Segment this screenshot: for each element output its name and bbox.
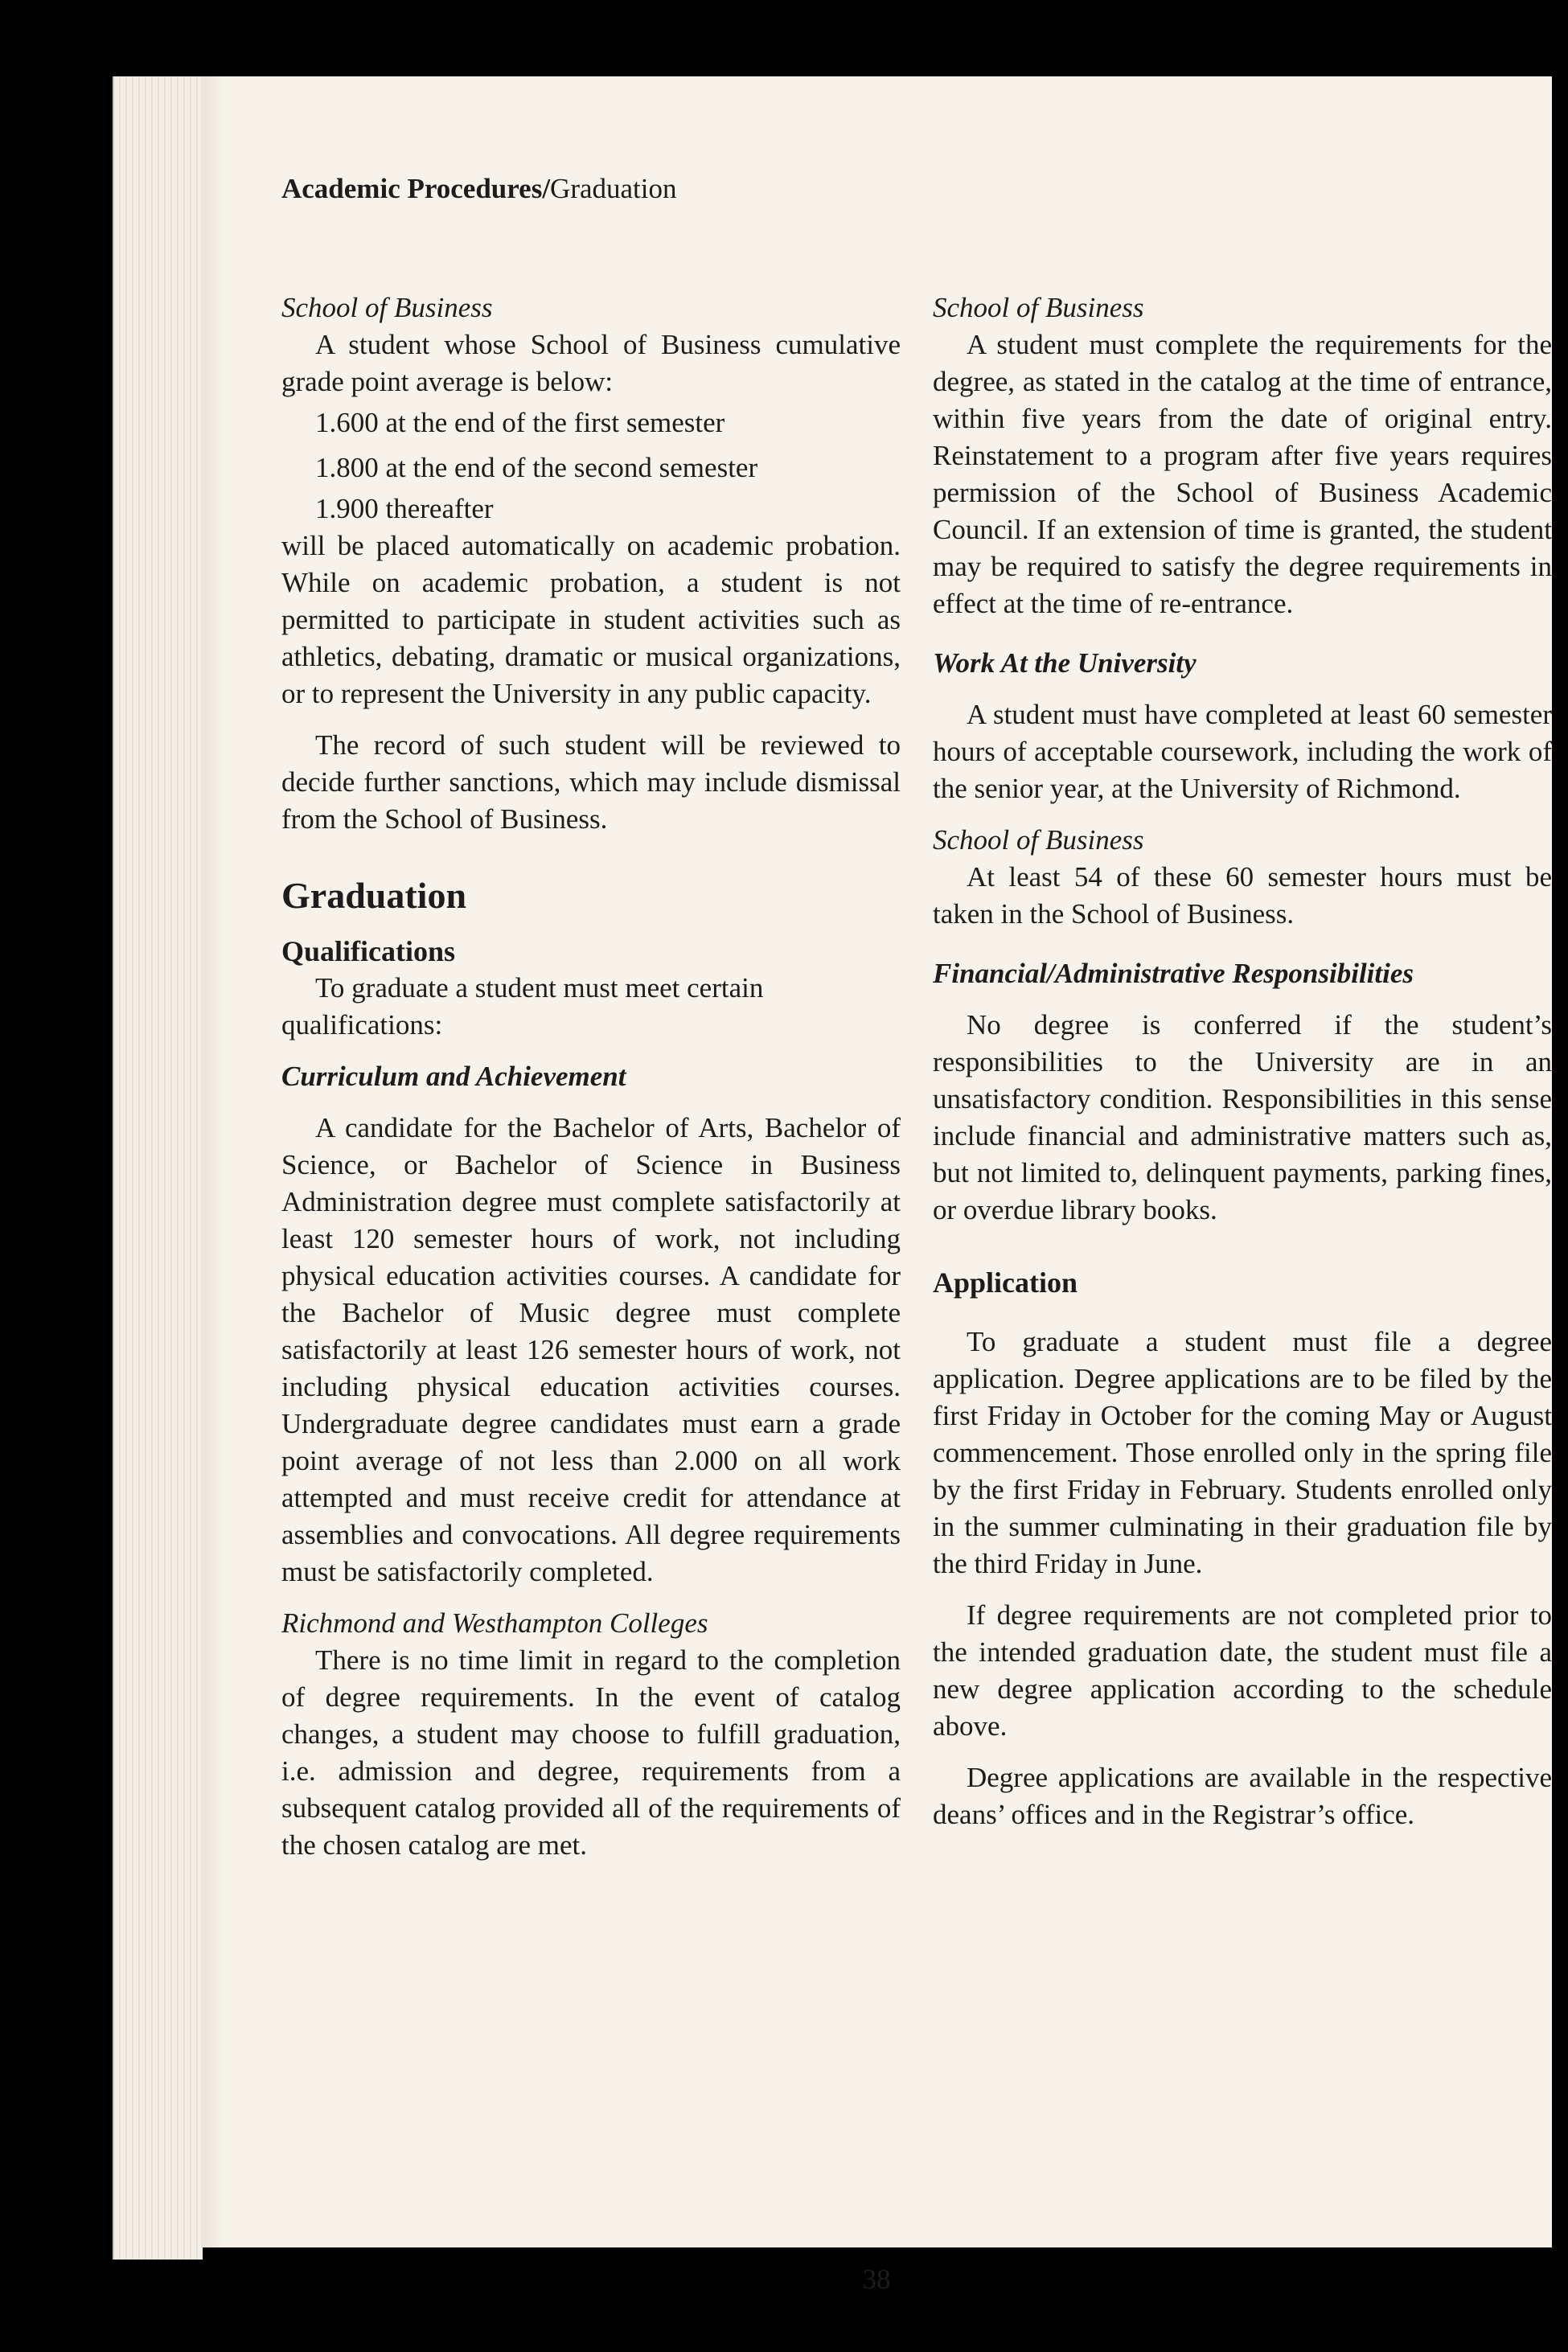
sob-probation: will be placed automatically on academic probation. While on academic probation, a student is not permitted to participate in student activities such as athletics, debating, dramatic or musical organizations, or to represent the University in any public capacity. — [281, 530, 901, 709]
rw-text: There is no time limit in regard to the completion of degree requirements. In the event of catalog changes, a student may choose to fulfill graduation, i.e. admission and degree, requirements from a subsequent catalog provided all of the requirements of the chosen catalog are met. — [281, 1644, 901, 1861]
application-text-1: To graduate a student must file a degree application. Degree applications are to be filed by the first Friday in October for the coming May or August commencement. Those enrolled only in the spring file by the first Friday in February. Students enrolled only in the summer culminating in their graduation file by the third Friday in June. — [933, 1326, 1552, 1579]
work-heading: Work At the University — [933, 647, 1197, 679]
gpa-threshold-1: 1.600 at the end of the first semester — [315, 407, 725, 438]
financial-heading: Financial/Administrative Responsibilities — [933, 958, 1414, 989]
gpa-threshold-3: 1.900 thereafter — [315, 493, 494, 524]
application-text-2: If degree requirements are not completed prior to the intended graduation date, the student must file a new degree application according to the schedule above. — [933, 1599, 1552, 1742]
application-heading: Application — [933, 1266, 1078, 1299]
curriculum-heading: Curriculum and Achievement — [281, 1061, 626, 1092]
right-column — [933, 289, 1552, 1833]
curriculum-text: A candidate for the Bachelor of Arts, Bachelor of Science, or Bachelor of Science in Business Administration degree must complete satisfactorily at least 120 semester hours of work, not including physical education activities courses. A candidate for the Bachelor of Music degree must complete satisfactorily at least 126 semester hours of work, not including physical education activities courses. Undergraduate degree candidates must earn a grade point average of not less than 2.000 on all work attempted and must receive credit for attendance at assemblies and convocations. All degree requirements must be satisfactorily completed. — [281, 1112, 901, 1587]
sob-review: The record of such student will be reviewed to decide further sanctions, which may include dismissal from the School of Business. — [281, 729, 901, 835]
gpa-threshold-2: 1.800 at the end of the second semester — [315, 452, 758, 483]
gutter-shadow — [201, 76, 225, 2247]
application-text-3: Degree applications are available in the respective deans’ offices and in the Registrar’s office. — [933, 1762, 1552, 1830]
page-edge-stack — [113, 76, 203, 2260]
sob2-text: At least 54 of these 60 semester hours must be taken in the School of Business. — [933, 861, 1552, 930]
running-head: Academic Procedures/Graduation — [281, 173, 677, 204]
sob2-heading: School of Business — [933, 824, 1144, 856]
rw-heading: Richmond and Westhampton Colleges — [281, 1607, 708, 1639]
sob-time-limit-text: A student must complete the requirements for the degree, as stated in the catalog at the time of entrance, within five years from the date of original entry. Reinstatement to a program after five years requires permission of the School of Business Academic Council. If an extension of time is granted, the student may be required to satisfy the degree requirements in effect at the time of re-entrance. — [933, 329, 1552, 619]
graduation-title: Graduation — [281, 875, 467, 916]
sob-intro: A student whose School of Business cumulative grade point average is below: — [281, 329, 901, 397]
qualifications-text: To graduate a student must meet certain qualifications: — [281, 972, 764, 1041]
financial-text: No degree is conferred if the student’s responsibilities to the University are in an unsatisfactory condition. Responsibilities in this sense include financial and administrative matters such as, but not limited to, delinquent payments, parking fines, or overdue library books. — [933, 1009, 1552, 1225]
work-text: A student must have completed at least 60 semester hours of acceptable coursework, including the work of the senior year, at the University of Richmond. — [933, 699, 1552, 804]
sob-heading-right: School of Business — [933, 292, 1144, 323]
book-page — [201, 76, 1552, 2295]
left-column — [281, 289, 901, 1864]
qualifications-heading: Qualifications — [281, 935, 456, 967]
page-number: 38 — [862, 2264, 891, 2295]
sob-heading-left: School of Business — [281, 292, 493, 323]
